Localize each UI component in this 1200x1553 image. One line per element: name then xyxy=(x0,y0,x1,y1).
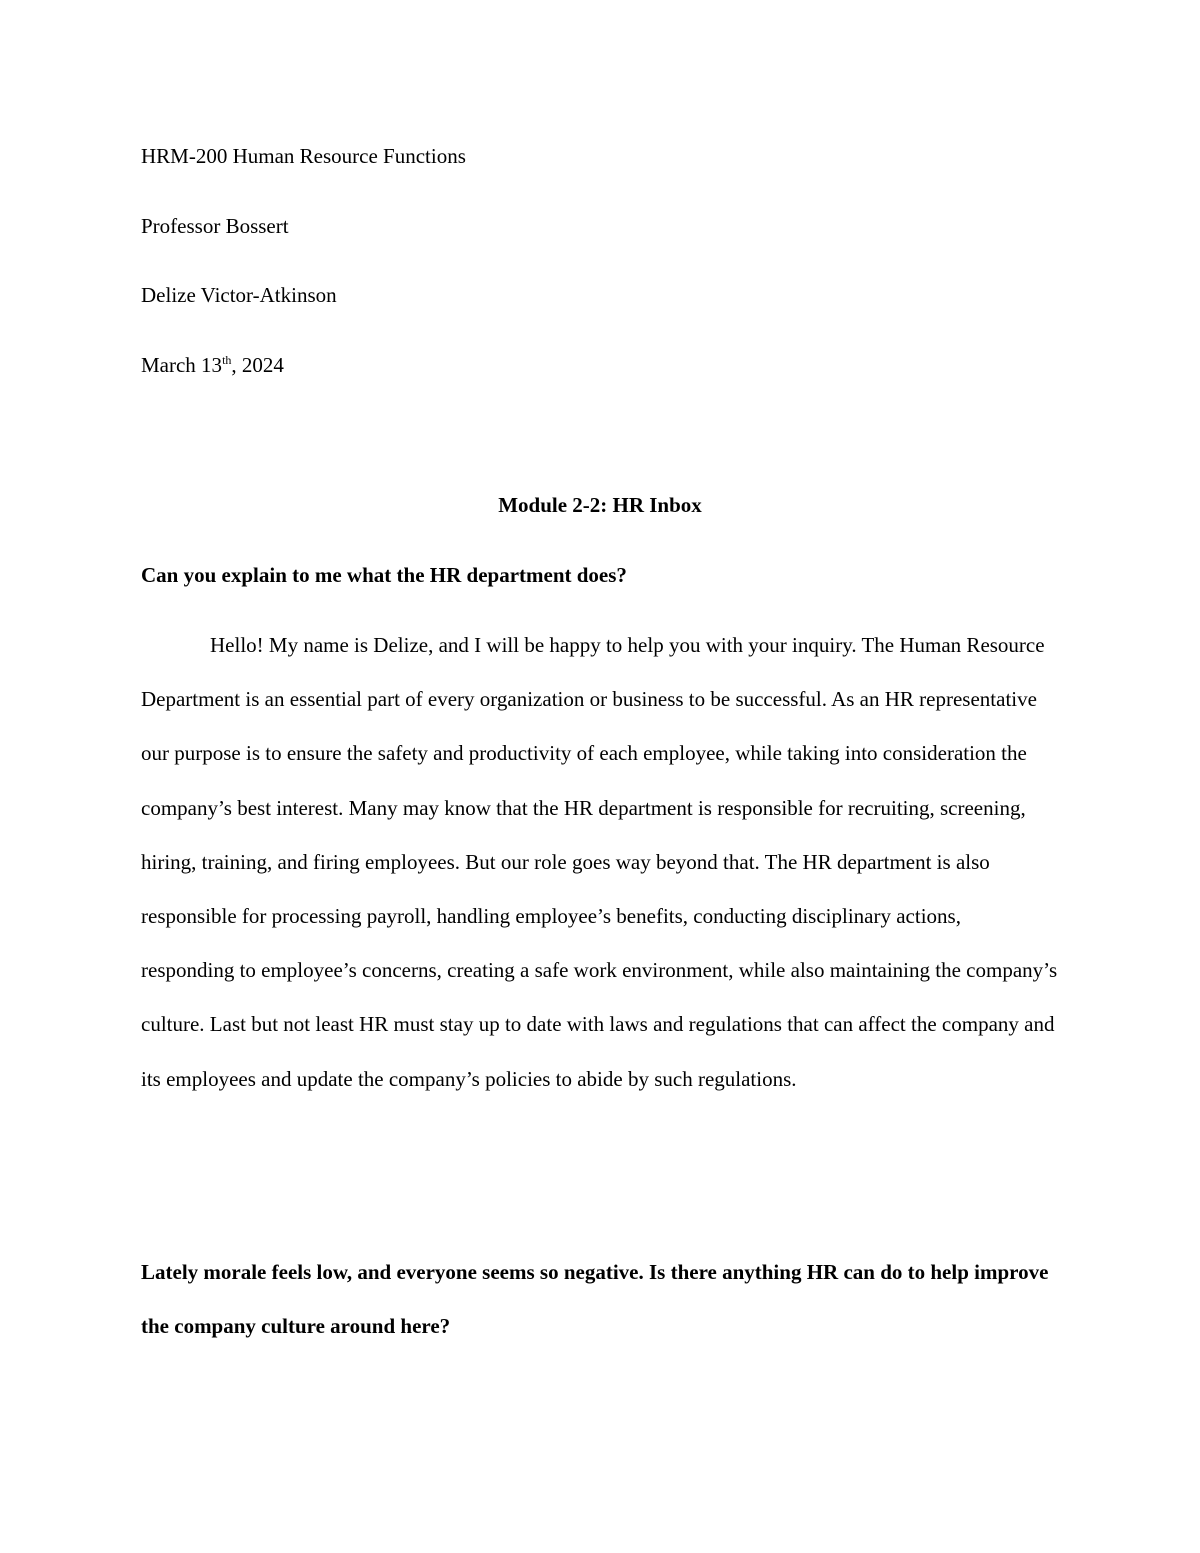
date-rest: , 2024 xyxy=(231,353,284,377)
date-prefix: March 13 xyxy=(141,353,223,377)
date-ordinal-suffix: th xyxy=(222,353,232,367)
answer-1-paragraph: Hello! My name is Delize, and I will be happy to help you with your inquiry. The Human Resource Department is an essential part of every organization or business to be successful. As an HR representative our purpose is to ensure the safety and productivity of each employee, while taking into consideration the company’s best interest. Many may know that the HR department is responsible for recruiting, screening, hiring, training, and firing employees. But our role goes way beyond that. The HR department is also responsible for processing payroll, handling employee’s benefits, conducting disciplinary actions, responding to employee’s concerns, creating a safe work environment, while also maintaining the company’s culture. Last but not least HR must stay up to date with laws and regulations that can affect the company and its employees and update the company’s policies to abide by such regulations. xyxy=(141,633,1058,1091)
document-title: Module 2-2: HR Inbox xyxy=(498,493,702,517)
question-2: Lately morale feels low, and everyone seems so negative. Is there anything HR can do to help improve the company culture around here? xyxy=(141,1260,1049,1338)
submission-date xyxy=(141,351,284,379)
question-1: Can you explain to me what the HR department does? xyxy=(141,563,627,587)
professor-name: Professor Bossert xyxy=(141,214,289,238)
student-name: Delize Victor-Atkinson xyxy=(141,283,337,307)
course-name: HRM-200 Human Resource Functions xyxy=(141,144,466,168)
